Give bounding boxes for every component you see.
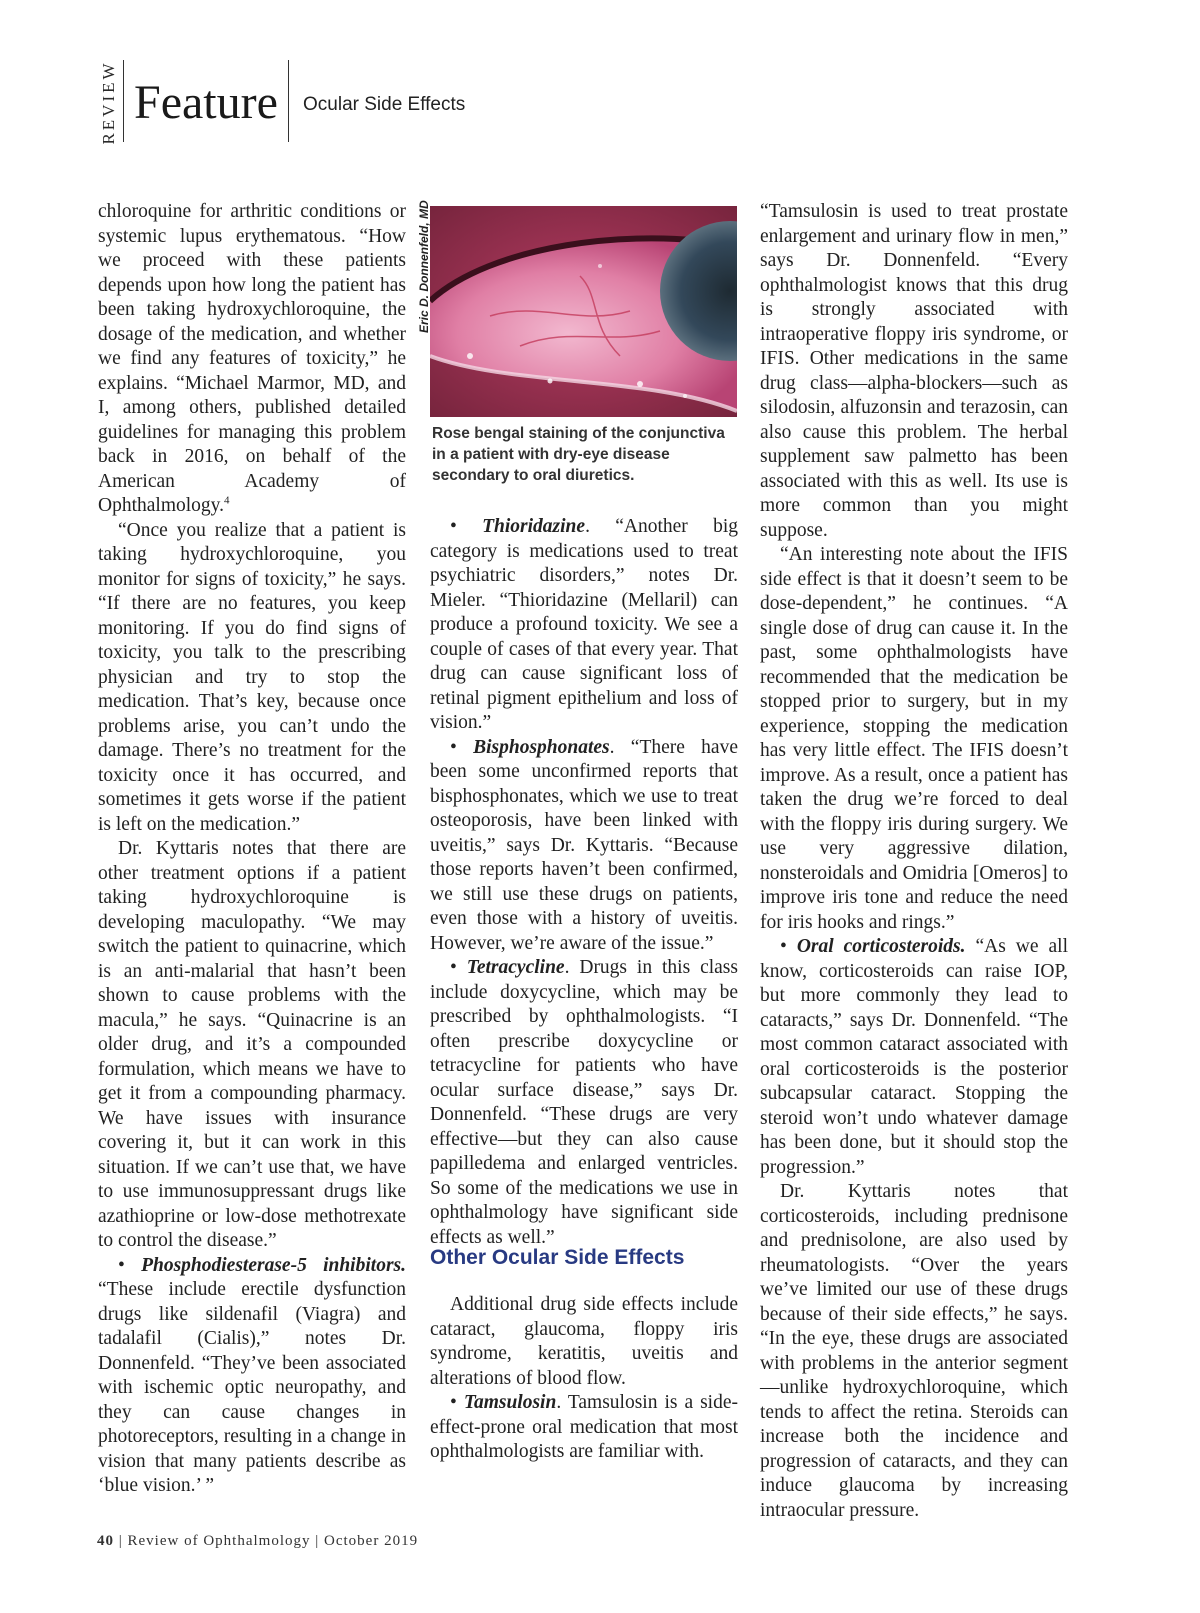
reference-marker: 4: [224, 494, 230, 507]
col1-paragraph-2: “Once you realize that a patient is taking hydroxychloroquine, you monitor for signs of toxicity,” he says. “If there are no features, you keep monitoring. If you do find signs of toxicity, you talk to the prescribing physician and try to stop the medication. That’s key, because once problems arise, you can’t undo the damage. There’s no treatment for the toxicity once it has occurred, and sometimes it gets worse if the patient is left on the medication.”: [98, 519, 406, 835]
column-2b: [430, 1293, 738, 1465]
col2-paragraph-1: [430, 515, 738, 736]
column-2a: [430, 515, 738, 1250]
col3-paragraph-4: Dr. Kyttaris notes that corticosteroids, including prednisone and prednisolone, are also used by rheumatologists. “Over the years we’ve limited our use of these drugs because of their side effects,” he says. “In the eye, these drugs are associated with problems in the anterior segment—unlike hydroxychloroquine, which tends to affect the retina. Steroids can increase both the incidence and progression of cataracts, and they can induce glaucoma by increasing intraocular pressure.: [760, 1181, 1068, 1521]
col2-p2-text: . “There have been some unconfirmed reports that bisphosphonates, which we use to treat osteoporosis, have been linked with uveitis,” says Dr. Kyttaris. “Because those reports haven’t been confirmed, we still use these drugs on patients, even those with a history of uveitis. However, we’re aware of the issue.”: [430, 736, 738, 954]
drug-heading: Thioridazine: [482, 516, 586, 537]
col1-paragraph-1: [98, 200, 406, 519]
drug-heading: Phosphodiesterase-5 inhibitors.: [141, 1254, 406, 1276]
col2-paragraph-3: [430, 956, 738, 1250]
photo-credit: Eric D. Donnenfeld, MD: [417, 200, 431, 333]
col3-paragraph-2: “An interesting note about the IFIS side effect is that it doesn’t seem to be dose-dependent,” he continues. “A single dose of drug can cause it. In the past, some ophthalmologists have recommended that the medication be stopped prior to surgery, but in my experience, stopping the medication has very little effect. The IFIS doesn’t improve. As a result, once a patient has taken the drug we’re forced to deal with the floppy iris during surgery. We use very aggressive dilation, nonsteroidals and Omidria [Omeros] to improve iris tone and reduce the need for iris hooks and rings.”: [760, 544, 1068, 933]
col1-p1-text: chloroquine for arthritic conditions or systemic lupus erythematous. “How we proceed with these patients depends upon how long the patient has been taking hydroxychloroquine, the dosage of the medication, and whether we find any features of toxicity,” he explains. “Michael Marmor, MD, and I, among others, published detailed guidelines for managing this problem back in 2016, on behalf of the American Academy of Ophthalmology.: [98, 201, 406, 516]
col1-paragraph-4: [98, 1254, 406, 1499]
header-divider-left: [123, 60, 124, 142]
eye-photo: [430, 206, 737, 417]
drug-heading: Tamsulosin: [463, 1392, 557, 1413]
bullet: •: [450, 736, 474, 758]
figure-caption: Rose bengal staining of the conjunctiva in a patient with dry-eye disease secondary to oral diuretics.: [432, 425, 725, 484]
bullet: •: [450, 957, 467, 978]
col2-p5-text: . Tamsulosin is a side-effect-prone oral medication that most ophthalmologists are familiar with.: [430, 1392, 739, 1462]
drug-heading: Tetracycline: [466, 957, 565, 978]
col3-p3-text: “As we all know, corticosteroids can raise IOP, but more commonly they lead to cataracts,” says Dr. Donnenfeld. “The most common cataract associated with oral corticosteroids is the posterior subcapsular cataract. Stopping the steroid won’t undo whatever damage has been done, but it should stop the progression.”: [760, 936, 1068, 1178]
issue-date: October 2019: [324, 1533, 419, 1549]
col2-paragraph-2: [430, 736, 738, 957]
col2-p3-text: . Drugs in this class include doxycycline, which may be prescribed by ophthalmologists. “I often prescribe doxycycline or tetracycline for patients who have ocular surface disease,” says Dr. Donnenfeld. “These drugs are very effective—but they can also cause papilledema and enlarged ventricles. So some of the medications we use in ophthalmology have significant side effects as well.”: [430, 957, 738, 1248]
page-footer: [97, 1533, 418, 1550]
footer-separator: |: [114, 1533, 128, 1549]
drug-heading: Bisphosphonates: [473, 736, 610, 758]
publication-name: Review of Ophthalmology: [127, 1533, 311, 1549]
bullet: •: [780, 936, 797, 957]
section-subhead: Other Ocular Side Effects: [430, 1246, 685, 1269]
col3-paragraph-1: “Tamsulosin is used to treat prostate enlargement and urinary flow in men,” says Dr. Donnenfeld. “Every ophthalmologist knows that this drug is strongly associated with intraoperative floppy iris syndrome, or IFIS. Other medications in the same drug class—alpha-blockers—such as silodosin, alfuzonsin and terazosin, can also cause this problem. The herbal supplement saw palmetto has been associated with this as well. Its use is more common than you might suppose.: [760, 201, 1068, 541]
page-number: 40: [97, 1533, 114, 1549]
magazine-tag: REVIEW: [99, 60, 118, 145]
col1-p4-text: “These include erectile dysfunction drugs like sildenafil (Viagra) and tadalafil (Cialis),” notes Dr. Donnenfeld. “They’ve been associated with ischemic optic neuropathy, and they can cause changes in photoreceptors, resulting in a change in vision that many patients describe as ‘blue vision.’ ”: [98, 1279, 406, 1496]
drug-heading: Oral corticosteroids.: [796, 936, 966, 957]
footer-separator: |: [310, 1533, 325, 1549]
column-3: [760, 200, 1068, 1523]
col3-paragraph-3: [760, 935, 1068, 1180]
column-1: [98, 200, 406, 1499]
topic-title: Ocular Side Effects: [303, 94, 466, 115]
col2-p1-text: . “Another big category is medications used to treat psychiatric disorders,” notes Dr. Mieler. “Thioridazine (Mellaril) can produce a profound toxicity. We see a couple of cases of that every year. That drug can cause significant loss of retinal pigment epithelium and loss of vision.”: [430, 516, 738, 733]
header-divider-right: [288, 60, 289, 142]
col2-paragraph-5: [430, 1391, 738, 1465]
col2-paragraph-4: Additional drug side effects include cataract, glaucoma, floppy iris syndrome, keratitis, uveitis and alterations of blood flow.: [430, 1294, 738, 1389]
bullet: •: [450, 1392, 464, 1413]
conjunctiva-image: [430, 206, 737, 417]
bullet: •: [450, 516, 483, 537]
bullet: •: [118, 1254, 142, 1276]
section-title: Feature: [134, 76, 278, 129]
col1-paragraph-3: Dr. Kyttaris notes that there are other treatment options if a patient taking hydroxychloroquine is developing maculopathy. “We may switch the patient to quinacrine, which is an anti-malarial that hasn’t been shown to cause problems with the macula,” he says. “Quinacrine is an older drug, and it’s a compounded formulation, which means we have to get it from a compounding pharmacy. We have issues with insurance covering it, but it can work in this situation. If we can’t use that, we have to use immunosuppressant drugs like azathioprine or low-dose methotrexate to control the disease.”: [98, 838, 406, 1251]
